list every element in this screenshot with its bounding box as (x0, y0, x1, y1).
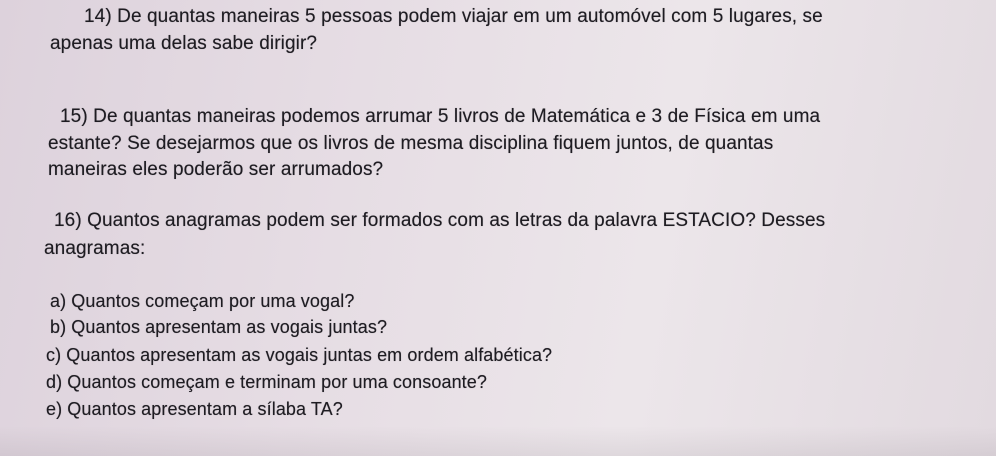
question-14-line-2: apenas uma delas sabe dirigir? (50, 33, 318, 54)
question-16-line-1: 16) Quantos anagramas podem ser formados com as letras da palavra ESTACIO? Desses (54, 210, 826, 231)
question-15-line-3: maneiras eles poderão ser arrumados? (48, 159, 384, 180)
question-16-item-a: a) Quantos começam por uma vogal? (50, 291, 355, 311)
question-15-line-1: 15) De quantas maneiras podemos arrumar 5 livros de Matemática e 3 de Física em uma (60, 106, 821, 127)
question-14-line-1: 14) De quantas maneiras 5 pessoas podem viajar em um automóvel com 5 lugares, se (84, 6, 823, 27)
question-16-item-d: d) Quantos começam e terminam por uma consoante? (46, 372, 488, 392)
question-15-line-2: estante? Se desejarmos que os livros de mesma disciplina fiquem juntos, de quantas (48, 133, 774, 154)
question-16-item-e: e) Quantos apresentam a sílaba TA? (46, 399, 343, 419)
question-16-item-b: b) Quantos apresentam as vogais juntas? (50, 317, 388, 337)
question-16-item-c: c) Quantos apresentam as vogais juntas em ordem alfabética? (46, 345, 553, 365)
paper-shadow (0, 426, 996, 456)
question-16-line-2: anagramas: (44, 238, 146, 259)
